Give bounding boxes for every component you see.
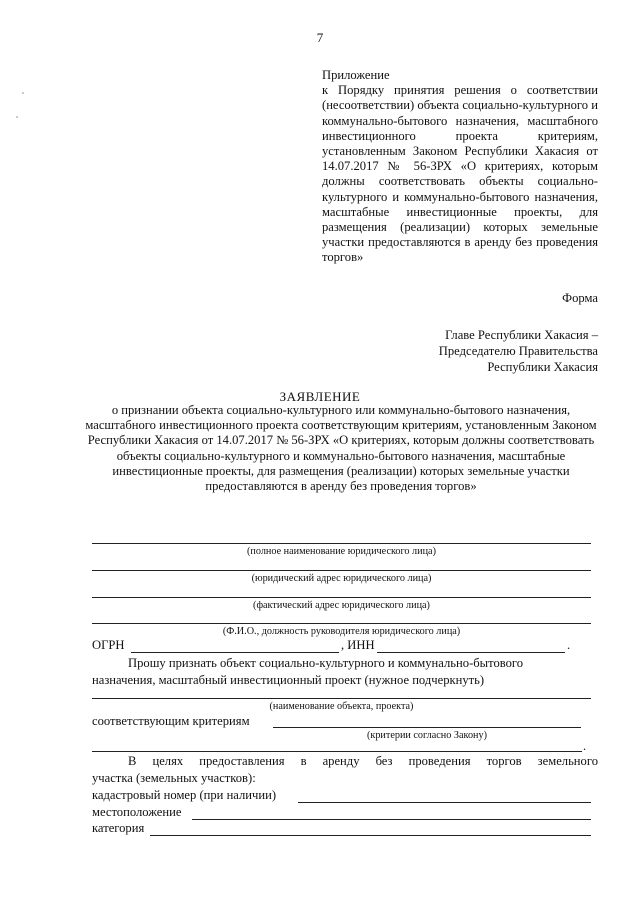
- appendix-title: Приложение: [322, 68, 390, 82]
- extra-period: .: [583, 739, 587, 753]
- extra-field-line[interactable]: [92, 751, 582, 752]
- full-name-caption: (полное наименование юридического лица): [247, 546, 436, 557]
- purpose-word: земельного: [537, 754, 598, 768]
- actual-address-field-line[interactable]: [92, 597, 591, 598]
- purpose-word: предоставления: [199, 754, 285, 768]
- purpose-word: аренду: [322, 754, 360, 768]
- cadastral-field-line[interactable]: [298, 802, 591, 803]
- location-label: местоположение: [92, 805, 182, 819]
- document-title: ЗАЯВЛЕНИЕ: [279, 389, 361, 404]
- appendix-header: [322, 68, 598, 266]
- ogrn-field-line[interactable]: [131, 652, 339, 653]
- request-text-line: Прошу признать объект социально-культурного и коммунально-бытового: [128, 656, 524, 670]
- purpose-word: целях: [152, 754, 184, 768]
- object-name-caption: (наименование объекта, проекта): [269, 701, 414, 712]
- purpose-line: участка (земельных участков):: [92, 771, 256, 785]
- scan-artifact: [22, 92, 24, 94]
- inn-label: , ИНН: [341, 638, 375, 652]
- addressee-line: Республики Хакасия: [487, 360, 598, 374]
- actual-address-caption: (фактический адрес юридического лица): [253, 600, 430, 611]
- purpose-word: без: [375, 754, 393, 768]
- purpose-word: торгов: [486, 754, 522, 768]
- head-field-line[interactable]: [92, 623, 591, 624]
- legal-address-caption: (юридический адрес юридического лица): [251, 573, 432, 584]
- inn-field-line[interactable]: [377, 652, 565, 653]
- location-field-line[interactable]: [192, 819, 591, 820]
- purpose-word: проведения: [408, 754, 471, 768]
- ogrn-label: ОГРН: [92, 638, 125, 652]
- addressee-line: Главе Республики Хакасия –: [445, 328, 598, 342]
- request-text-line: назначения, масштабный инвестиционный проект (нужное подчеркнуть): [92, 673, 485, 687]
- purpose-line: [128, 754, 598, 769]
- purpose-word: в: [300, 754, 307, 768]
- document-subtitle: о признании объекта социально-культурного или коммунально-бытового назначения, масштабного инвестиционного проекта соответствующим критериям, установленным Законом Республики Хакасия от 14.07.2017 № 56-ЗРХ «О критериях, которым должны соответствовать объекты социально-культурного и коммунально-бытового назначения, масштабные инвестиционные проекты, для размещения (реализации) которых земельные участки предоставляются в аренду без проведения торгов»: [85, 403, 597, 494]
- category-label: категория: [92, 821, 145, 835]
- full-name-field-line[interactable]: [92, 543, 591, 544]
- page-number: 7: [316, 30, 324, 45]
- purpose-word: В: [128, 754, 137, 768]
- object-name-field-line[interactable]: [92, 698, 591, 699]
- inn-period: .: [567, 638, 571, 652]
- head-caption: (Ф.И.О., должность руководителя юридического лица): [222, 626, 461, 637]
- appendix-text: к Порядку принятия решения о соответствии (несоответствии) объекта социально-культурного и коммунально-бытового назначения, масштабного инвестиционного проекта критериям, установленным Законом Республики Хакасия от 14.07.2017 № 56-ЗРХ «О критериях, которым должны соответствовать объекты социально-культурного и коммунально-бытового назначения, масштабные инвестиционные проекты, для размещения (реализации) которых земельные участки предоставляются в аренду без проведения торгов»: [322, 83, 598, 265]
- addressee: [338, 327, 598, 375]
- legal-address-field-line[interactable]: [92, 570, 591, 571]
- criteria-label: соответствующим критериям: [92, 714, 250, 728]
- scan-artifact: [16, 116, 18, 118]
- form-label: Форма: [562, 291, 598, 305]
- criteria-caption: (критерии согласно Закону): [367, 730, 487, 741]
- criteria-field-line[interactable]: [273, 727, 581, 728]
- cadastral-label: кадастровый номер (при наличии): [92, 788, 277, 802]
- category-field-line[interactable]: [150, 835, 591, 836]
- addressee-line: Председателю Правительства: [438, 344, 598, 358]
